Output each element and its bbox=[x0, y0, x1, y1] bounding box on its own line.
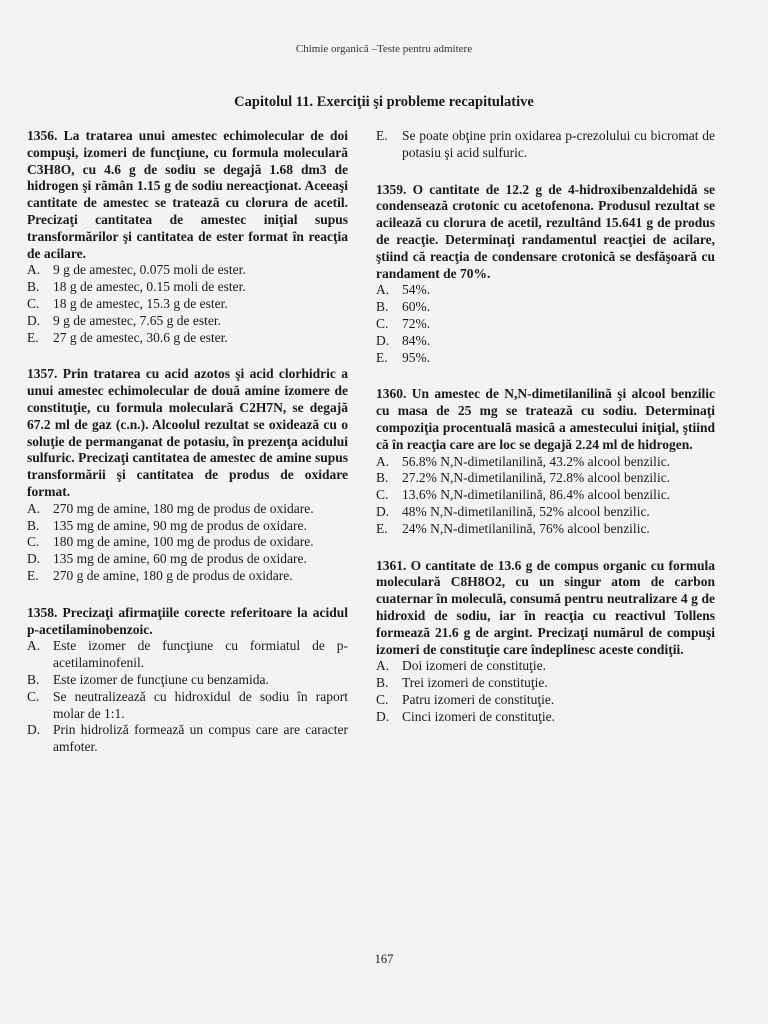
problem-stem: 1356. La tratarea unui amestec echimolecular de doi compuşi, izomeri de funcţiune, cu formula moleculară C3H8O, cu 4.6 g de sodiu se degajă 1.68 dm3 de hidrogen şi rămân 1.15 g de sodiu nereacţionat. Aceeaşi cantitate de amestec se tratează cu clorura de acetil. Precizaţi cantitatea de amestec iniţial supus transformărilor şi cantitatea de ester format în reacţia de acilare. bbox=[27, 128, 348, 261]
answer-option bbox=[376, 692, 715, 709]
option-letter: A. bbox=[376, 453, 390, 469]
answer-option bbox=[376, 470, 715, 487]
answer-option bbox=[27, 501, 348, 518]
problem-stem: 1361. O cantitate de 13.6 g de compus organic cu formula moleculară C8H8O2, cu un singur atom de carbon cuaternar în moleculă, consumă pentru neutralizare 4 g de hidroxid de sodiu, iar în reacţia cu reactivul Tollens formează 21.6 g de argint. Precizaţi numărul de compuşi izomeri de constituţie care îndeplinesc aceste condiţii. bbox=[376, 557, 715, 657]
option-letter: B. bbox=[27, 279, 40, 295]
answer-option bbox=[27, 568, 348, 585]
option-letter: B. bbox=[376, 470, 389, 486]
option-text: 60%. bbox=[402, 299, 431, 315]
answer-option bbox=[27, 296, 348, 313]
answer-option bbox=[376, 282, 715, 299]
option-letter: B. bbox=[376, 675, 389, 691]
option-letter: A. bbox=[376, 282, 390, 298]
option-text: Este izomer de funcţiune cu benzamida. bbox=[53, 671, 269, 687]
problem-1360 bbox=[376, 386, 715, 537]
option-text: 56.8% N,N-dimetilanilină, 43.2% alcool benzilic. bbox=[402, 453, 671, 469]
answer-options bbox=[27, 501, 348, 585]
answer-option bbox=[376, 299, 715, 316]
problem-1359 bbox=[376, 182, 715, 367]
answer-options bbox=[376, 282, 715, 366]
page-number: 167 bbox=[374, 952, 394, 966]
option-text: 9 g de amestec, 7.65 g de ester. bbox=[53, 312, 221, 328]
answer-option bbox=[27, 534, 348, 551]
left-column bbox=[27, 128, 348, 776]
option-text: 54%. bbox=[402, 282, 431, 298]
option-text: 24% N,N-dimetilanilină, 76% alcool benzilic. bbox=[402, 520, 650, 536]
option-text: 135 mg de amine, 60 mg de produs de oxidare. bbox=[53, 551, 307, 567]
answer-option bbox=[27, 551, 348, 568]
problem-stem: 1357. Prin tratarea cu acid azotos şi acid clorhidric a unui amestec echimolecular de două amine izomere de constituţie, cu formula moleculară C2H7N, se degajă 67.2 ml de gaz (c.n.). Alcoolul rezultat se oxidează cu o soluţie de permanganat de potasiu, în prezenţa acidului sulfuric. Precizaţi cantitatea de amestec de amine supus transformării şi cantitatea de produs de oxidare format. bbox=[27, 366, 348, 499]
option-text: 72%. bbox=[402, 315, 431, 331]
option-text: 135 mg de amine, 90 mg de produs de oxidare. bbox=[53, 517, 307, 533]
problem-stem: 1358. Precizaţi afirmaţiile corecte referitoare la acidul p-acetilaminobenzoic. bbox=[27, 604, 348, 637]
option-letter: C. bbox=[376, 487, 389, 503]
option-letter: C. bbox=[27, 688, 40, 704]
option-letter: B. bbox=[376, 299, 389, 315]
problem-stem: 1360. Un amestec de N,N-dimetilanilină şi alcool benzilic cu masa de 25 mg se tratează cu sodiu. Determinaţi compoziţia procentuală masică a amestecului iniţial, ştiind că în reacţia care are loc se degajă 2.24 ml de hidrogen. bbox=[376, 386, 715, 452]
option-letter: D. bbox=[27, 551, 41, 567]
option-letter: D. bbox=[376, 708, 390, 724]
running-header: Chimie organică –Teste pentru admitere bbox=[295, 43, 473, 55]
option-text: Cinci izomeri de constituţie. bbox=[402, 708, 555, 724]
answer-option bbox=[27, 330, 348, 347]
option-letter: E. bbox=[27, 329, 39, 345]
option-letter: D. bbox=[27, 722, 41, 738]
answer-option bbox=[27, 279, 348, 296]
problem-1357 bbox=[27, 366, 348, 584]
problem-1358 bbox=[27, 605, 348, 756]
option-text: 27.2% N,N-dimetilanilină, 72.8% alcool benzilic. bbox=[402, 470, 671, 486]
option-letter: D. bbox=[376, 503, 390, 519]
option-text: Este izomer de funcţiune cu formiatul de p-acetilaminofenil. bbox=[53, 638, 348, 671]
option-text: Se neutralizează cu hidroxidul de sodiu în raport molar de 1:1. bbox=[53, 688, 348, 721]
answer-options bbox=[376, 454, 715, 538]
option-letter: E. bbox=[376, 520, 388, 536]
option-text: 270 mg de amine, 180 mg de produs de oxidare. bbox=[53, 500, 314, 516]
answer-option bbox=[27, 638, 348, 672]
answer-option bbox=[27, 689, 348, 723]
answer-option bbox=[27, 518, 348, 535]
option-text: 270 g de amine, 180 g de produs de oxidare. bbox=[53, 567, 293, 583]
answer-options bbox=[27, 262, 348, 346]
problem-1358-continuation bbox=[376, 128, 715, 162]
option-text: 180 mg de amine, 100 mg de produs de oxidare. bbox=[53, 534, 314, 550]
option-text: 9 g de amestec, 0.075 moli de ester. bbox=[53, 262, 246, 278]
option-letter: C. bbox=[27, 534, 40, 550]
answer-option bbox=[376, 709, 715, 726]
option-text: 13.6% N,N-dimetilanilină, 86.4% alcool benzilic. bbox=[402, 487, 671, 503]
option-text: 18 g de amestec, 15.3 g de ester. bbox=[53, 295, 228, 311]
option-text: 27 g de amestec, 30.6 g de ester. bbox=[53, 329, 228, 345]
option-letter: C. bbox=[27, 295, 40, 311]
right-column bbox=[376, 128, 715, 746]
answer-option bbox=[27, 672, 348, 689]
answer-option bbox=[376, 504, 715, 521]
answer-option bbox=[376, 658, 715, 675]
option-text: Trei izomeri de constituţie. bbox=[402, 675, 548, 691]
option-letter: A. bbox=[376, 658, 390, 674]
answer-option bbox=[376, 316, 715, 333]
answer-option bbox=[376, 487, 715, 504]
answer-options bbox=[376, 658, 715, 725]
answer-option bbox=[376, 675, 715, 692]
option-text: 84%. bbox=[402, 332, 431, 348]
option-letter: D. bbox=[27, 312, 41, 328]
option-letter: E. bbox=[376, 349, 388, 365]
answer-option bbox=[27, 722, 348, 756]
answer-option bbox=[27, 313, 348, 330]
option-text: Prin hidroliză formează un compus care are caracter amfoter. bbox=[53, 722, 348, 755]
answer-option bbox=[376, 333, 715, 350]
answer-option bbox=[376, 521, 715, 538]
chapter-title: Capitolul 11. Exerciţii şi probleme recapitulative bbox=[234, 94, 534, 110]
option-letter: E. bbox=[376, 128, 388, 143]
option-text: 48% N,N-dimetilanilină, 52% alcool benzilic. bbox=[402, 503, 650, 519]
problem-stem: 1359. O cantitate de 12.2 g de 4-hidroxibenzaldehidă se condensează crotonic cu acetofenona. Produsul rezultat se acilează cu clorura de acetil, rezultând 15.641 g de produs de reacţie. Determinaţi randamentul reacţiei de acilare, ştiind că reacţia de condensare crotonică se desfăşoară cu randament de 70%. bbox=[376, 181, 715, 281]
option-letter: A. bbox=[27, 638, 41, 654]
option-letter: E. bbox=[27, 567, 39, 583]
option-letter: A. bbox=[27, 262, 41, 278]
option-text: 18 g de amestec, 0.15 moli de ester. bbox=[53, 279, 246, 295]
option-letter: B. bbox=[27, 671, 40, 687]
option-text: 95%. bbox=[402, 349, 431, 365]
answer-option bbox=[27, 262, 348, 279]
problem-1356 bbox=[27, 128, 348, 346]
option-letter: D. bbox=[376, 332, 390, 348]
option-letter: C. bbox=[376, 315, 389, 331]
option-text: Se poate obţine prin oxidarea p-crezolului cu bicromat de potasiu şi acid sulfuric. bbox=[402, 128, 715, 160]
answer-options bbox=[27, 638, 348, 756]
option-letter: C. bbox=[376, 691, 389, 707]
option-text: Doi izomeri de constituţie. bbox=[402, 658, 546, 674]
option-letter: B. bbox=[27, 517, 40, 533]
answer-option bbox=[376, 454, 715, 471]
answer-options bbox=[376, 128, 715, 162]
option-text: Patru izomeri de constituţie. bbox=[402, 691, 555, 707]
answer-option bbox=[376, 128, 715, 162]
answer-option bbox=[376, 350, 715, 367]
option-letter: A. bbox=[27, 500, 41, 516]
problem-1361 bbox=[376, 558, 715, 726]
